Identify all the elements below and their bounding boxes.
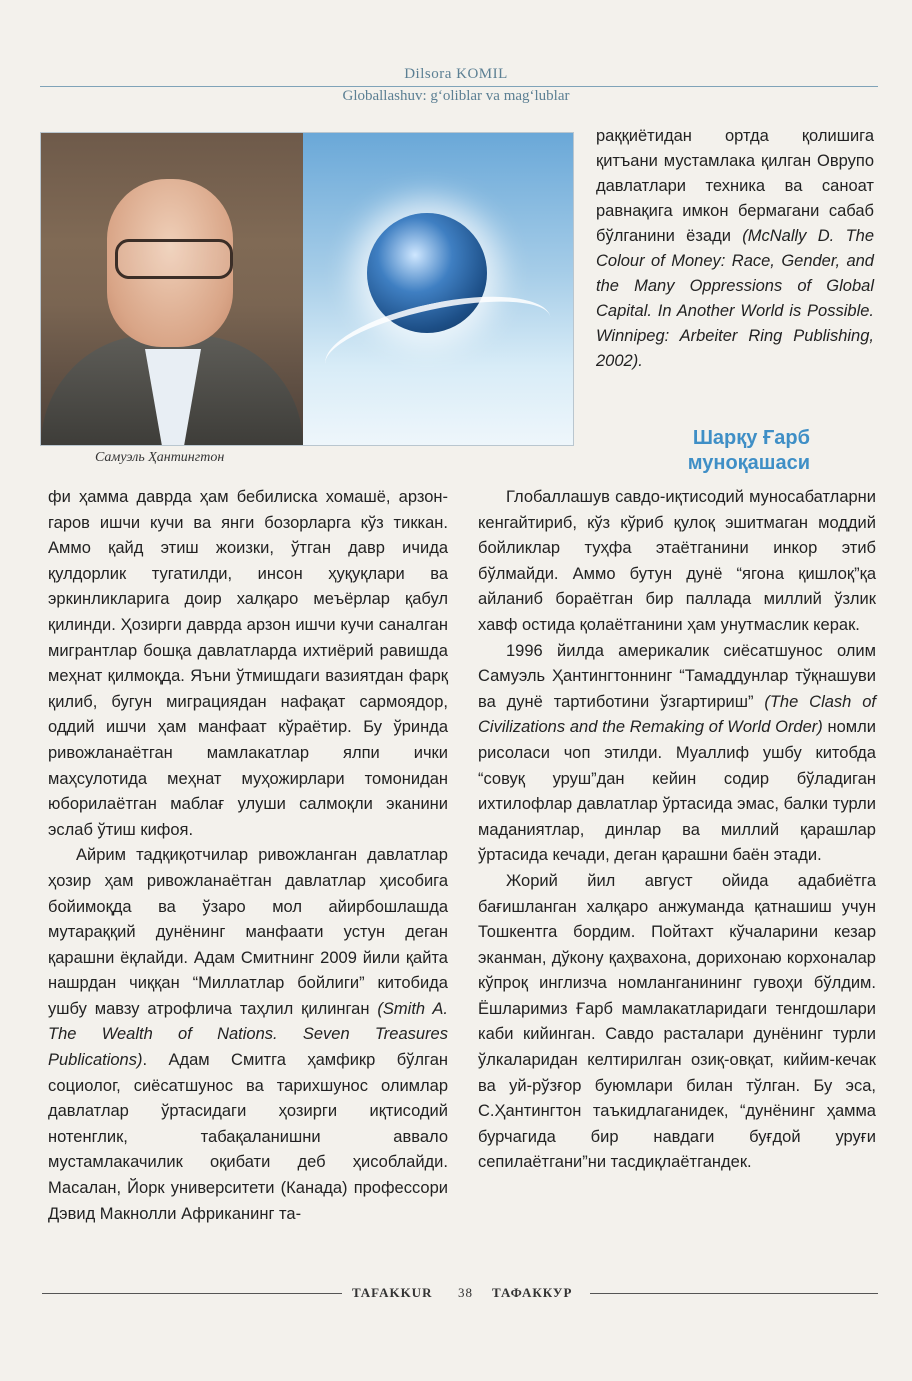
paragraph: Жорий йил август ойида адабиётга бағишланган халқаро анжуманда қатнашиш учун Тошкентга бордим. Пойтахт кўчаларини кезар эканман, дўкону қаҳвахона, дорихонаю корхоналар кўпроқ инглизча номланганининг гувоҳи бўлдим. Ёшларимиз Ғарб мамлакатларидаги тенгдошлари каби кийинган. Савдо расталари дунёнинг турли ўлкаларидан келтирилган озиқ-овқат, кийим-кечак ва уй-рўзғор буюмлари билан тўлган. Бу эса, С.Ҳантингтон таъкидлаганидек, “дунёнинг ҳамма бурчагида бир навдаги буғдой уруғи сепилаётгани”ни тасдиқлаётгандек. bbox=[478, 871, 876, 1172]
citation: (McNally D. The Colour of Money: Race, Gender, and the Many Oppressions of Global Capital. In Another World is Possible. Winnipeg: Arbeiter Ring Publishing, 2002). bbox=[596, 227, 875, 370]
globe-illustration bbox=[303, 133, 573, 445]
portrait-photo bbox=[41, 133, 303, 445]
paragraph-text: номли рисоласи чоп этилди. Муаллиф ушбу китобда “совуқ уруш”дан кейин содир бўладиган ихтилофлар давлатлар ўртасида эмас, балки турли маданиятлар, динлар ва миллий қарашлар ўртасида кечади, деган қарашни баён этади. bbox=[478, 718, 876, 865]
footer-magazine-latin: TAFAKKUR bbox=[352, 1285, 433, 1300]
citation: (The Clash of Civilizations and the Remaking of World Order) bbox=[478, 692, 876, 737]
footer-rule-right bbox=[590, 1293, 878, 1294]
photo-caption: Самуэль Ҳантингтон bbox=[95, 450, 225, 465]
paragraph-text: раққиётидан ортда қолишига қитъани мустамлака қилган Оврупо давлатлари техника ва саноат равнақига имкон бермагани сабаб бўлганини ёзади bbox=[596, 127, 874, 245]
citation: (Smith A. The Wealth of Nations. Seven Treasures Publications) bbox=[48, 999, 449, 1070]
page-number: 38 bbox=[458, 1285, 473, 1300]
footer-magazine-cyrillic: ТАФАККУР bbox=[492, 1285, 573, 1300]
paragraph bbox=[48, 843, 448, 1227]
paragraph: Глобаллашув савдо-иқтисодий муносабатларни кенгайтириб, кўз кўриб қулоқ эшитмаган моддий бойликлар туҳфа этаётганини инкор этиб бўлмайди. Аммо бутун дунё “ягона қишлоқ”қа айланиб бораётган бир паллада миллий ўзлик хавф остида қолаётганини ҳам унутмаслик керак. bbox=[478, 488, 876, 634]
left-column bbox=[48, 485, 448, 1227]
portrait-glasses bbox=[115, 239, 233, 279]
running-head-title: Globallashuv: g‘oliblar va mag‘lublar bbox=[342, 88, 570, 104]
section-heading-line2: муноқашаси bbox=[687, 452, 810, 474]
running-head-author: Dilsora KOMIL bbox=[404, 66, 508, 82]
paragraph-text: . Адам Смитга ҳамфикр бўлган социолог, сиёсатшунос ва тарихшунос олимлар давлатлар ўртасидаги ҳозирги иқтисодий нотенглик, табақаланишни аввало мустамлакачилик оқибати деб ҳисоблайди. Масалан, Йорк университети (Канада) профессори Дэвид Макнолли Африканинг та- bbox=[48, 1051, 448, 1223]
section-heading-line1: Шарқу Ғарб bbox=[692, 427, 810, 449]
header-rule bbox=[40, 86, 878, 87]
paragraph-text: Айрим тадқиқотчилар ривожланган давлатлар ҳозир ҳам ривожланаётган давлатлар ҳисобига бойимоқда ва ўзаро мол айирбошлашда мутараққий дунёнинг манфаати устун деган қарашни ёқлайди. Адам Смитнинг 2009 йили қайта нашрдан чиққан “Миллатлар бойлиги” китобида ушбу мавзу атрофлича таҳлил қилинган bbox=[48, 846, 448, 1018]
paragraph-text: 1996 йилда америкалик сиёсатшунос олим Самуэль Ҳантингтоннинг “Тамаддунлар тўқнашуви ва дунё тартиботини ўзгартириш” bbox=[478, 641, 876, 711]
article-photo bbox=[40, 132, 574, 446]
footer-rule-left bbox=[42, 1293, 342, 1294]
paragraph bbox=[478, 639, 876, 869]
paragraph: фи ҳамма даврда ҳам бебилиска хомашё, арзон-гаров ишчи кучи ва янги бозорларга кўз тиккан. Аммо қайд этиш жоизки, ўтган давр ичида қулдорлик тугатилди, инсон ҳуқуқлари ва эркинликларига доир халқаро меъёрлар қабул қилинди. Ҳозирги даврда арзон ишчи кучи саналган мигрантлар бошқа давлатларда ихтиёрий равишда меҳнат қилмоқда. Яъни ўтмишдаги вазиятдан фарқ қилиб, бугун миграциядан нафақат сармоядор, оддий ишчи ҳам манфаат кўраётир. Бу ўринда ривожланаётган мамлакатлар ялпи ички маҳсулотида меҳнат муҳожирлари томонидан юборилаётган маблағ улуши салмоқли эканини эслаб ўтиш кифоя. bbox=[48, 488, 448, 839]
right-top-paragraph bbox=[596, 124, 874, 374]
right-column bbox=[478, 485, 876, 1176]
section-heading bbox=[596, 426, 810, 476]
